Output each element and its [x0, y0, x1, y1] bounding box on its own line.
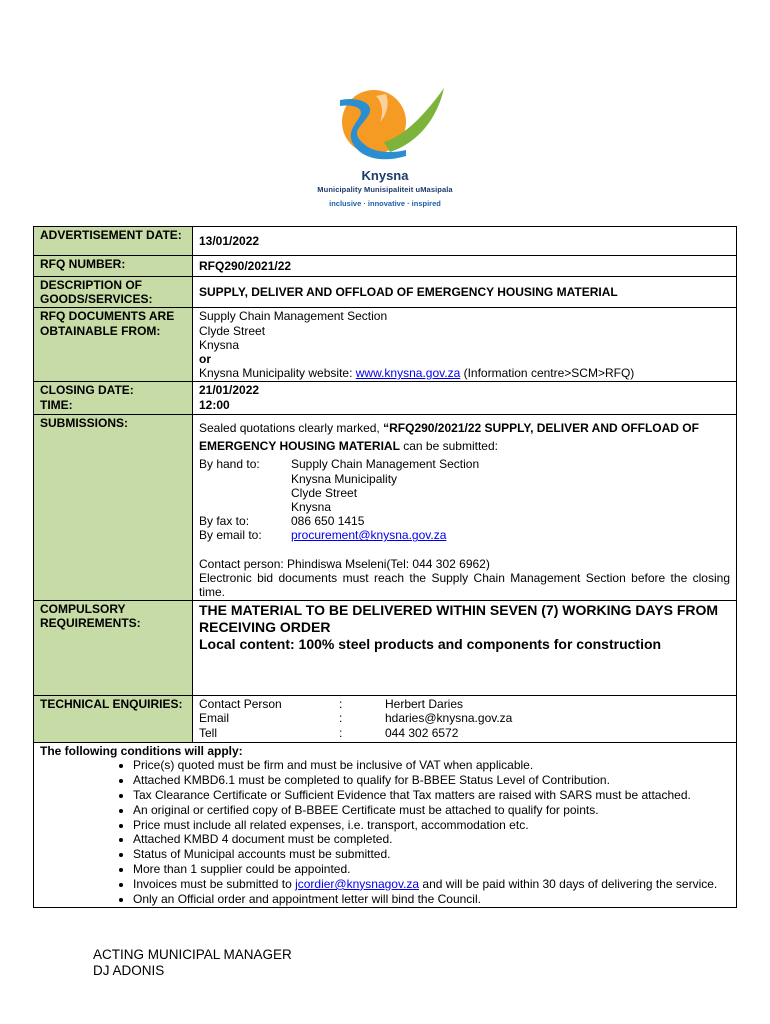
- rfq-number-label: RFQ NUMBER:: [34, 256, 193, 277]
- submissions-intro-bold: “RFQ290/2021/22 SUPPLY, DELIVER AND OFFLOAD OF EMERGENCY HOUSING MATERIAL: [199, 421, 699, 454]
- technical-key: Tell: [199, 725, 218, 740]
- obtainable-line3: Knysna: [199, 337, 240, 352]
- technical-val: hdaries@knysna.gov.za: [385, 711, 513, 726]
- submissions-intro: [199, 419, 730, 457]
- technical-val: 044 302 6572: [385, 725, 459, 740]
- website-suffix: (Information centre>SCM>RFQ): [460, 366, 635, 381]
- row-closing: [34, 382, 737, 415]
- signature-block: [93, 947, 292, 979]
- description-label: DESCRIPTION OF GOODS/SERVICES:: [34, 277, 193, 308]
- obtainable-line2: Clyde Street: [199, 323, 266, 338]
- email-label: By email to:: [199, 528, 262, 543]
- fax-label: By fax to:: [199, 514, 250, 529]
- row-technical: [34, 696, 737, 743]
- fax-value: 086 650 1415: [291, 514, 365, 529]
- website-prefix: Knysna Municipality website:: [199, 366, 356, 381]
- technical-item: [199, 697, 730, 711]
- compulsory-value: [193, 601, 737, 696]
- website-link[interactable]: www.knysna.gov.za: [355, 366, 461, 381]
- technical-value: [193, 696, 737, 743]
- condition-item: • More than 1 supplier could be appointed.: [133, 862, 730, 877]
- condition-item: • Price must include all related expenses, i.e. transport, accommodation etc.: [133, 818, 730, 833]
- closing-time-value: 12:00: [199, 397, 230, 412]
- condition-item-invoice: [133, 877, 730, 892]
- obtainable-label: RFQ DOCUMENTS ARE OBTAINABLE FROM:: [34, 308, 193, 382]
- technical-val: Herbert Daries: [385, 697, 464, 712]
- hand-line: Knysna: [291, 500, 332, 515]
- rfq-number-value: RFQ290/2021/22: [193, 256, 737, 277]
- compulsory-line2: Local content: 100% steel products and components for construction: [199, 636, 662, 653]
- hand-line: Clyde Street: [291, 485, 358, 500]
- technical-item: [199, 726, 730, 740]
- advertisement-date-label: ADVERTISEMENT DATE:: [34, 227, 193, 256]
- row-submissions: [34, 415, 737, 601]
- condition-item: • Only an Official order and appointment letter will bind the Council.: [133, 892, 730, 907]
- compulsory-line1: THE MATERIAL TO BE DELIVERED WITHIN SEVEN (7) WORKING DAYS FROM RECEIVING ORDER: [199, 602, 719, 636]
- description-value: SUPPLY, DELIVER AND OFFLOAD OF EMERGENCY HOUSING MATERIAL: [193, 277, 737, 308]
- signatory-name: DJ ADONIS: [93, 963, 165, 978]
- hand-address: [291, 457, 479, 514]
- electronic-note: Electronic bid documents must reach the Supply Chain Management Section before the closing time.: [199, 570, 730, 600]
- closing-date-label: CLOSING DATE:: [40, 383, 134, 398]
- submissions-intro-suffix: can be submitted:: [399, 439, 498, 454]
- spacer: [199, 543, 730, 557]
- closing-label: [34, 382, 193, 415]
- conditions-list: [40, 758, 730, 906]
- technical-item: [199, 711, 730, 725]
- obtainable-line1: Supply Chain Management Section: [199, 309, 388, 324]
- email-link[interactable]: procurement@knysna.gov.za: [291, 528, 447, 543]
- row-description: [34, 277, 737, 308]
- condition-item: • Attached KMBD 4 document must be completed.: [133, 832, 730, 847]
- logo-subtitle: Municipality Munisipaliteit uMasipala: [317, 185, 453, 194]
- signatory-title: ACTING MUNICIPAL MANAGER: [93, 947, 292, 962]
- knysna-emblem-icon: [320, 82, 450, 166]
- submissions-value: [193, 415, 737, 601]
- hand-line: Supply Chain Management Section: [291, 457, 480, 472]
- knysna-logo: [300, 82, 470, 214]
- technical-key: Contact Person: [199, 697, 282, 712]
- conditions-cell: [34, 743, 737, 908]
- logo-name: Knysna: [361, 168, 409, 183]
- row-rfq-number: [34, 256, 737, 277]
- closing-date-value: 21/01/2022: [199, 383, 260, 398]
- invoice-email-link[interactable]: jcordier@knysnagov.za: [295, 876, 420, 891]
- closing-value: [193, 382, 737, 415]
- technical-label: TECHNICAL ENQUIRIES:: [34, 696, 193, 743]
- obtainable-value: [193, 308, 737, 382]
- condition-item: • Tax Clearance Certificate or Sufficient Evidence that Tax matters are raised with SARS must be attached.: [133, 788, 730, 803]
- hand-line: Knysna Municipality: [291, 471, 398, 486]
- technical-sep: :: [339, 711, 343, 726]
- advertisement-date-value: 13/01/2022: [193, 227, 737, 256]
- submissions-intro-prefix: Sealed quotations clearly marked,: [199, 421, 384, 436]
- rfq-details-table: [33, 226, 737, 908]
- submission-hand: [199, 457, 730, 514]
- closing-time-label: TIME:: [40, 397, 73, 412]
- submission-email: [199, 528, 730, 542]
- row-obtainable: [34, 308, 737, 382]
- invoice-suffix: and will be paid within 30 days of delivering the service.: [419, 876, 718, 891]
- obtainable-website: [199, 366, 730, 380]
- invoice-prefix: Invoices must be submitted to: [133, 876, 296, 891]
- technical-sep: :: [339, 725, 343, 740]
- technical-sep: :: [339, 697, 343, 712]
- submissions-label: SUBMISSIONS:: [34, 415, 193, 601]
- condition-item: • Price(s) quoted must be firm and must be inclusive of VAT when applicable.: [133, 758, 730, 773]
- row-advertisement-date: [34, 227, 737, 256]
- condition-item: • Attached KMBD6.1 must be completed to qualify for B-BBEE Status Level of Contribution.: [133, 773, 730, 788]
- obtainable-or: or: [199, 352, 211, 367]
- conditions-heading: The following conditions will apply:: [40, 744, 243, 759]
- row-conditions: [34, 743, 737, 908]
- technical-key: Email: [199, 711, 230, 726]
- condition-item: • Status of Municipal accounts must be submitted.: [133, 847, 730, 862]
- hand-label: By hand to:: [199, 457, 260, 472]
- compulsory-label: COMPULSORY REQUIREMENTS:: [34, 601, 193, 696]
- condition-item: • An original or certified copy of B-BBEE Certificate must be attached to qualify for points.: [133, 803, 730, 818]
- submission-fax: [199, 514, 730, 528]
- logo-tagline: inclusive · innovative · inspired: [329, 199, 441, 208]
- contact-person: Contact person: Phindiswa Mseleni(Tel: 044 302 6962): [199, 556, 490, 571]
- row-compulsory: [34, 601, 737, 696]
